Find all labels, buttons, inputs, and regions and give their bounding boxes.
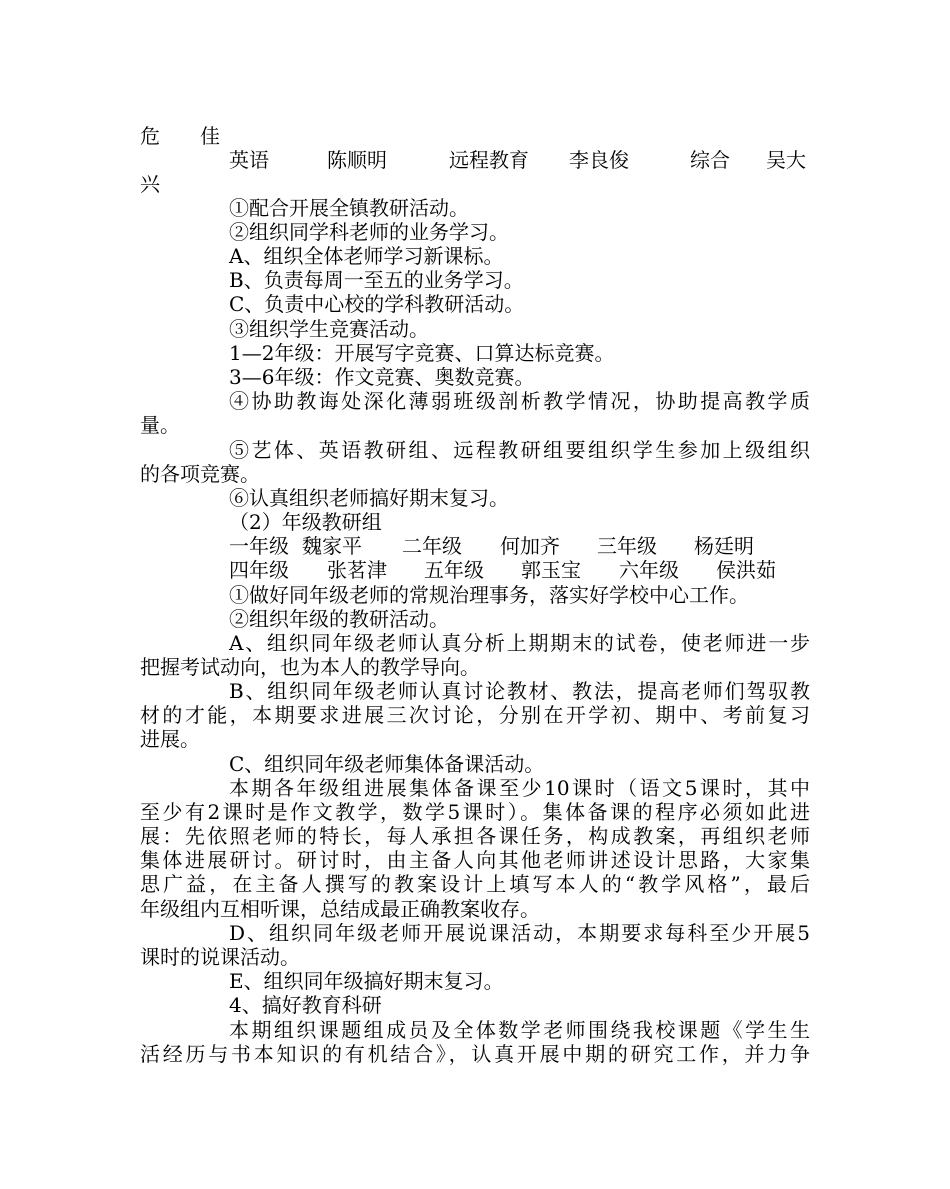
text-line: ③组织学生竞赛活动。 bbox=[229, 317, 429, 341]
name-cell: 李良俊 bbox=[569, 148, 629, 172]
grade-cell: 二年级 bbox=[402, 534, 462, 558]
text-line: 活经历与书本知识的有机结合》，认真开展中期的研究工作，并力争 bbox=[140, 1042, 810, 1066]
name-cell: 何加齐 bbox=[500, 534, 560, 558]
name-cell: 张茗津 bbox=[327, 558, 387, 582]
text-line: D、组织同年级老师开展说课活动，本期要求每科至少开展5 bbox=[229, 921, 810, 945]
text-line: C、组织同年级老师集体备课活动。 bbox=[229, 752, 545, 776]
text-line: 本期组织课题组成员及全体数学老师围绕我校课题《学生生 bbox=[229, 1018, 810, 1042]
text-line: 把握考试动向，也为本人的教学导向。 bbox=[140, 655, 480, 679]
text-line: 本期各年级组进展集体备课至少10课时（语文5课时，其中 bbox=[229, 776, 810, 800]
text-line: ④协助教诲处深化薄弱班级剖析教学情况，协助提高教学质 bbox=[229, 389, 810, 413]
grade-cell: 五年级 bbox=[424, 558, 484, 582]
grade-cell: 一年级 bbox=[229, 534, 289, 558]
text-line: 的各项竞赛。 bbox=[140, 462, 260, 486]
text-line: ①做好同年级老师的常规治理事务，落实好学校中心工作。 bbox=[229, 583, 749, 607]
name-cell: 郭玉宝 bbox=[521, 558, 581, 582]
text-line: 3—6年级：作文竞赛、奥数竞赛。 bbox=[229, 365, 535, 389]
text-line: A、组织同年级老师认真分析上期期末的试卷，使老师进一步 bbox=[229, 631, 810, 655]
text-line: 量。 bbox=[140, 413, 180, 437]
text-line: 危 佳 bbox=[140, 124, 220, 148]
subject-cell: 远程教育 bbox=[449, 148, 529, 172]
text-line: 材的才能，本期要求进展三次讨论，分别在开学初、期中、考前复习 bbox=[140, 703, 810, 727]
text-line: 年级组内互相听课，总结成最正确教案收存。 bbox=[140, 897, 540, 921]
name-cell: 杨廷明 bbox=[694, 534, 754, 558]
text-line: 集体进展研讨。研讨时，由主备人向其他老师讲述设计思路，大家集 bbox=[140, 848, 810, 872]
text-line: 思广益，在主备人撰写的教案设计上填写本人的“教学风格”，最后 bbox=[140, 872, 810, 896]
text-line: 至少有2课时是作文教学，数学5课时）。集体备课的程序必须如此进 bbox=[140, 800, 810, 824]
name-cell: 陈顺明 bbox=[327, 148, 387, 172]
grade-cell: 三年级 bbox=[597, 534, 657, 558]
text-line: 1—2年级：开展写字竞赛、口算达标竞赛。 bbox=[229, 341, 615, 365]
grade-cell: 四年级 bbox=[229, 558, 289, 582]
text-line: ①配合开展全镇教研活动。 bbox=[229, 196, 469, 220]
subject-cell: 英语 bbox=[229, 148, 269, 172]
text-line: ②组织年级的教研活动。 bbox=[229, 607, 449, 631]
section-heading: （2）年级教研组 bbox=[229, 510, 382, 534]
section-heading: 4、搞好教育科研 bbox=[229, 993, 382, 1017]
text-line: 兴 bbox=[140, 172, 160, 196]
text-line: ②组织同学科老师的业务学习。 bbox=[229, 220, 509, 244]
text-line: ⑥认真组织老师搞好期末复习。 bbox=[229, 486, 509, 510]
text-line: 展：先依照老师的特长，每人承担各课任务，构成教案，再组织老师 bbox=[140, 824, 810, 848]
name-cell: 吴大 bbox=[766, 148, 806, 172]
text-line: B、负责每周一至五的业务学习。 bbox=[229, 268, 524, 292]
text-line: 课时的说课活动。 bbox=[140, 945, 300, 969]
text-line: A、组织全体老师学习新课标。 bbox=[229, 244, 504, 268]
text-line: 进展。 bbox=[140, 727, 200, 751]
text-line: B、组织同年级老师认真讨论教材、教法，提高老师们驾驭教 bbox=[229, 679, 810, 703]
subject-cell: 综合 bbox=[690, 148, 730, 172]
text-line: C、负责中心校的学科教研活动。 bbox=[229, 292, 525, 316]
name-cell: 魏家平 bbox=[302, 534, 362, 558]
text-line: ⑤艺体、英语教研组、远程教研组要组织学生参加上级组织 bbox=[229, 438, 810, 462]
text-line: E、组织同年级搞好期末复习。 bbox=[229, 969, 504, 993]
name-cell: 侯洪茹 bbox=[716, 558, 776, 582]
grade-cell: 六年级 bbox=[619, 558, 679, 582]
